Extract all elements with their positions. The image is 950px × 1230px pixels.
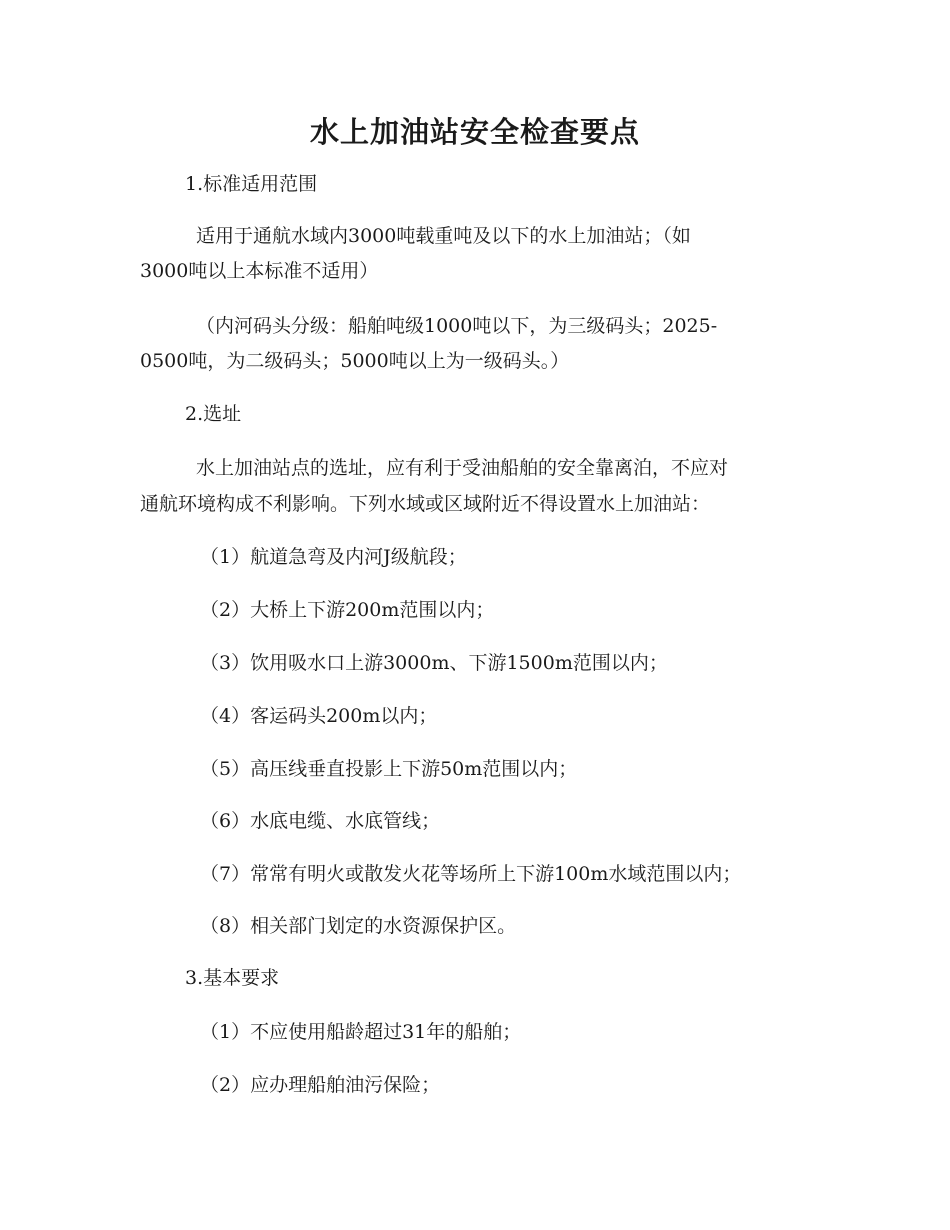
list-item: （1）不应使用船龄超过31年的船舶；	[200, 1021, 522, 1043]
list-item: （7）常常有明火或散发火花等场所上下游100m水域范围以内；	[200, 863, 742, 885]
list-item: （5）高压线垂直投影上下游50m范围以内；	[200, 758, 578, 780]
list-item: （2）大桥上下游200m范围以内；	[200, 599, 495, 621]
list-item: （6）水底电缆、水底管线；	[200, 810, 441, 832]
section-heading-site: 2.选址	[185, 403, 242, 425]
paragraph-scope-line-1: 适用于通航水域内3000吨载重吨及以下的水上加油站；（如	[196, 225, 691, 247]
section-heading-basic-requirements: 3.基本要求	[185, 967, 280, 989]
paragraph-grading-line-1: （内河码头分级：船舶吨级1000吨以下，为三级码头；2025-	[196, 315, 718, 337]
paragraph-grading-line-2: 0500吨，为二级码头；5000吨以上为一级码头。）	[140, 350, 570, 372]
list-item: （2）应办理船舶油污保险；	[200, 1074, 441, 1096]
document-title: 水上加油站安全检查要点	[309, 115, 640, 149]
paragraph-scope-line-2: 3000吨以上本标准不适用）	[140, 260, 379, 282]
paragraph-site-line-1: 水上加油站点的选址，应有利于受油船舶的安全靠离泊，不应对	[196, 457, 729, 479]
list-item: （1）航道急弯及内河J级航段；	[200, 546, 467, 568]
list-item: （8）相关部门划定的水资源保护区。	[200, 915, 517, 937]
list-item: （3）饮用吸水口上游3000m、下游1500m范围以内；	[200, 652, 668, 674]
paragraph-site-line-2: 通航环境构成不利影响。下列水域或区域附近不得设置水上加油站：	[140, 493, 711, 515]
list-item: （4）客运码头200m以内；	[200, 705, 438, 727]
section-heading-scope: 1.标准适用范围	[185, 173, 318, 195]
